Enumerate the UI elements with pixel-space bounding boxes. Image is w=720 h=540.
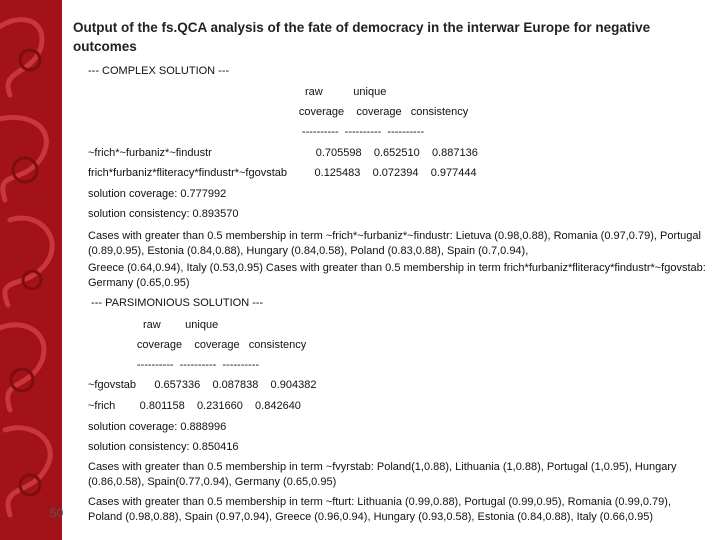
slide-title: Output of the fs.QCA analysis of the fate of democracy in the interwar Europe for negative outcomes <box>73 20 651 54</box>
line-text: raw unique <box>88 86 387 98</box>
line-text: solution consistency: 0.893570 <box>88 208 239 220</box>
line-text: solution coverage: 0.888996 <box>88 421 227 433</box>
decorative-left-band <box>0 0 62 540</box>
line-text: --- COMPLEX SOLUTION --- <box>88 65 230 77</box>
line-text: ~frich*~furbaniz*~findustr 0.705598 0.652510 0.887136 <box>88 147 478 159</box>
page-number: 50 <box>50 506 64 520</box>
line-text: ---------- ---------- ---------- <box>88 359 260 371</box>
line-text: ~frich 0.801158 0.231660 0.842640 <box>88 400 301 412</box>
line-text: coverage coverage consistency <box>88 106 469 118</box>
line-text: raw unique <box>88 319 219 331</box>
line-text: Greece (0.64,0.94), Italy (0.53,0.95) Cases with greater than 0.5 membership in term frich*furbaniz*fliteracy*findustr*~fgovstab: Germany (0.65,0.95) <box>88 262 706 289</box>
line-text: solution coverage: 0.777992 <box>88 188 227 200</box>
line-text: ~fgovstab 0.657336 0.087838 0.904382 <box>88 379 317 391</box>
line-text: --- PARSIMONIOUS SOLUTION --- <box>88 297 264 309</box>
line-text: Cases with greater than 0.5 membership in term ~fvyrstab: Poland(1,0.88), Lithuania (1,0.88), Portugal (1,0.95), Hungary (0.86,0.58), Spain(0.77,0.94), Germany (0.65,0.95) <box>88 461 677 488</box>
line-text: solution consistency: 0.850416 <box>88 441 239 453</box>
line-text: frich*furbaniz*fliteracy*findustr*~fgovstab 0.125483 0.072394 0.977444 <box>88 167 477 179</box>
ornament-pattern <box>0 0 62 540</box>
line-text: Cases with greater than 0.5 membership in term ~fturt: Lithuania (0.99,0.88), Portugal (0.99,0.95), Romania (0.99,0.79), Poland (0.98,0.88), Spain (0.97,0.94), Greece (0.96,0.94), Hungary (0.93,0.58), Estonia (0.84,0.88), Italy (0.66,0.95) <box>88 496 672 523</box>
line-text: ---------- ---------- ---------- <box>88 126 425 138</box>
line-text: Cases with greater than 0.5 membership in term ~frich*~furbaniz*~findustr: Lietuva (0.98,0.88), Romania (0.97,0.79), Portugal (0.89,0.95), Estonia (0.84,0.88), Hungary (0.84,0.58), Poland (0.83,0.88), Spain (0.7,0.94), <box>88 230 701 257</box>
line-text: coverage coverage consistency <box>88 339 307 351</box>
